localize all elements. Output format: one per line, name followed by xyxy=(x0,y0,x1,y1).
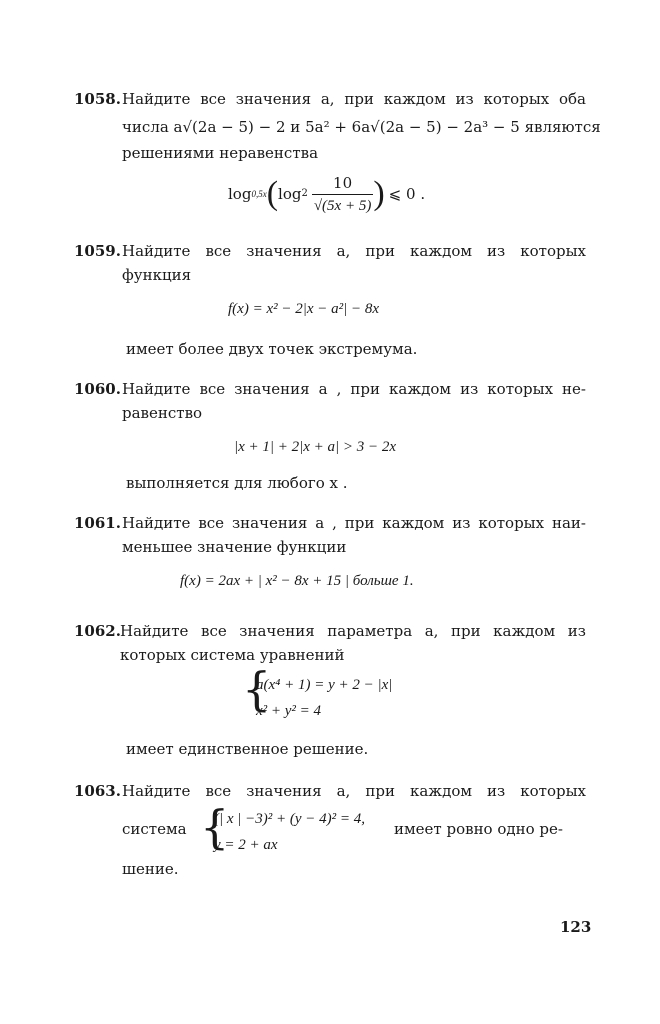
problem-text-line: решениями неравенства xyxy=(122,144,319,162)
function-formula: f(x) = 2ax + | x² − 8x + 15 | больше 1. xyxy=(180,573,414,589)
problem-text-line: равенство xyxy=(122,404,203,422)
problem-text-line: имеет ровно одно ре- xyxy=(394,820,563,838)
problem-text-line: Найдите все значения a, при каждом из которых xyxy=(122,242,586,260)
problem-text-line: система xyxy=(122,820,187,838)
problem-text-line: числа a√(2a − 5) − 2 и 5a² + 6a√(2a − 5) − 2a³ − 5 являются xyxy=(122,118,601,136)
fraction-numerator: 10 xyxy=(312,172,374,195)
problem-number: 1060. xyxy=(74,380,121,398)
problem-text-line: функция xyxy=(122,266,192,284)
problem-text-line: Найдите все значения a , при каждом из которых наи- xyxy=(122,514,586,532)
problem-number: 1063. xyxy=(74,782,121,800)
inequality-formula: |x + 1| + 2|x + a| > 3 − 2x xyxy=(234,439,397,455)
system-equation: a(x⁴ + 1) = y + 2 − |x| xyxy=(256,677,393,693)
problem-text-line: меньшее значение функции xyxy=(122,538,347,556)
problem-number: 1059. xyxy=(74,242,121,260)
system-brace: { xyxy=(242,662,272,716)
problem-text-line: Найдите все значения параметра a, при каждом из xyxy=(120,622,586,640)
problem-text-line: которых система уравнений xyxy=(120,646,345,664)
problem-text-line: имеет более двух точек экстремума. xyxy=(126,340,418,358)
problem-number: 1061. xyxy=(74,514,121,532)
fraction-denominator: √(5x + 5) xyxy=(313,197,372,214)
problem-text-line: имеет единственное решение. xyxy=(126,740,369,758)
problem-number: 1058. xyxy=(74,90,121,108)
problem-text-line: выполняется для любого x . xyxy=(126,474,348,492)
system-equation: x² + y² = 4 xyxy=(256,703,322,719)
problem-number: 1062. xyxy=(74,622,121,640)
system-equation: y = 2 + ax xyxy=(214,837,278,853)
problem-text-line: шение. xyxy=(122,860,179,878)
log-inequality-formula: log 0,5x ( log 2 $\frac{10}{√(5x + 5)}$ ) ⩽ 0 . xyxy=(228,168,425,220)
problem-text-line: Найдите все значения a, при каждом из которых xyxy=(122,782,586,800)
system-equation: (| x | −3)² + (y − 4)² = 4, xyxy=(214,811,366,827)
system-brace: { xyxy=(200,800,230,854)
page-number: 123 xyxy=(560,918,592,936)
function-formula: f(x) = x² − 2|x − a²| − 8x xyxy=(228,301,380,317)
problem-text-line: Найдите все значения a, при каждом из которых оба xyxy=(122,90,586,108)
problem-text-line: Найдите все значения a , при каждом из которых не- xyxy=(122,380,586,398)
